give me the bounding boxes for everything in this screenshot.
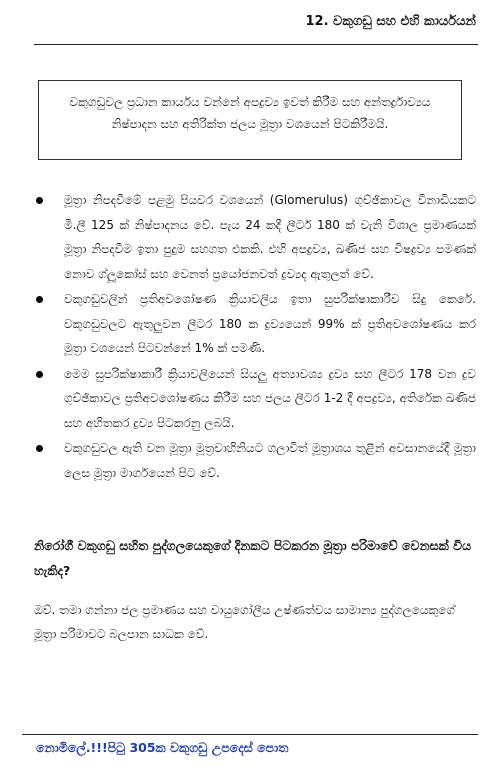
list-item [34,188,476,286]
bullet-dot-icon [36,197,43,204]
bullet-dot-icon [36,296,43,303]
bullet-text: වකුගඩුවලින් ප්‍රතිඅවශෝෂණ ක්‍රියාවලිය ඉතා සුපරික්ෂාකාරීව සිදු කෙරේ. වකුගඩුවලට ඇතුලුවන ලීටර 180 ක ද්‍රව්‍යයෙන් 99% ක් ප්‍රතිඅවශෝෂණය කර මූත්‍රා වශයෙන් පිටවන්නේ 1% ක් පමණි. [64,292,476,355]
page-header-title: 12. වකුගඩු සහ එහි කාර්යයන් [305,14,476,29]
list-item [34,362,476,436]
faq-answer: ඔව්. තමා ගන්නා ජල ප්‍රමාණය සහ වායුගෝලීය උෂ්ණත්වය සාමාන්‍ය පුද්ගලයෙකුගේ මූත්‍රා පරිමාවට බලපාන සාධක වේ. [34,603,455,641]
bullet-text: මූත්‍රා නිපදවීමේ පළමු පියවර වශයෙන් (Glomerulus) ගුච්ඡිකාවල විනාඩියකට මි.ලී 125 ක් නිෂ්පාදනය වේ. පැය 24 කදී ලීටර් 180 ක් වැනි විශාල ප්‍රමාණයක් මූත්‍රා නිපදවීම ඉතා පුදුම සහගත එකකි. එහි අපද්‍රව්‍ය, ඛණිජ සහ විෂද්‍රව්‍ය පමණක් නොව ග්ලූකෝස් සහ වෙනත් ප්‍රයෝජනවත් ද්‍රව්‍යද ඇතුලත් වේ. [64,193,476,281]
footer-divider [22,734,478,735]
bullet-text: මෙම සුපරික්ෂාකාරී ක්‍රියාවලියෙන් සියලු අත්‍යාවශ්‍ය ද්‍රව්‍ය සහ ලීටර 178 වන ද්‍රව ගුච්ඡිකාවල ප්‍රතිඅවශෝෂණය කිරීම සහ ජලය ලීටර 1-2 දී අපද්‍රව්‍ය, අතිරේක ඛණිජ සහ අහිතකර ද්‍රව්‍ය පිටකරනු ලබයි. [64,366,476,430]
bullet-dot-icon [36,445,43,452]
footer-promo-text: නොමිලේ.!!!පිටු 305ක වකුගඩු උපදෙස් පොත [36,740,289,755]
list-item [34,436,476,485]
header-divider [34,44,478,45]
summary-text: වකුගඩුවල ප්‍රධාන කාර්යය වන්නේ අපද්‍රව්‍ය ඉවත් කිරීම සහ අන්තර්ද්‍රාව්‍යය නිෂ්පාදන සහ අතිරික්ත ජලය මූත්‍රා වශයෙන් පිටකිරීමයි. [69,95,431,131]
bullet-list [34,188,476,486]
bullet-text: වකුගඩුවල ඇති වන මූත්‍රා මූත්‍රවාහිනියට ගලාවිත් මූත්‍රාශය තුළින් අවසානයේදී මූත්‍රා ලෙස මූත්‍රා මාර්ගයෙන් පිට වේ. [64,441,476,480]
faq-question: නිරෝගී වකුගඩු සහිත පුද්ගලයෙකුගේ දිනකට පිටකරන මූත්‍රා පරිමාවේ වෙනසක් විය හැකිද? [34,538,472,578]
list-item [34,287,476,361]
bullet-dot-icon [36,371,43,378]
summary-box [38,80,462,160]
